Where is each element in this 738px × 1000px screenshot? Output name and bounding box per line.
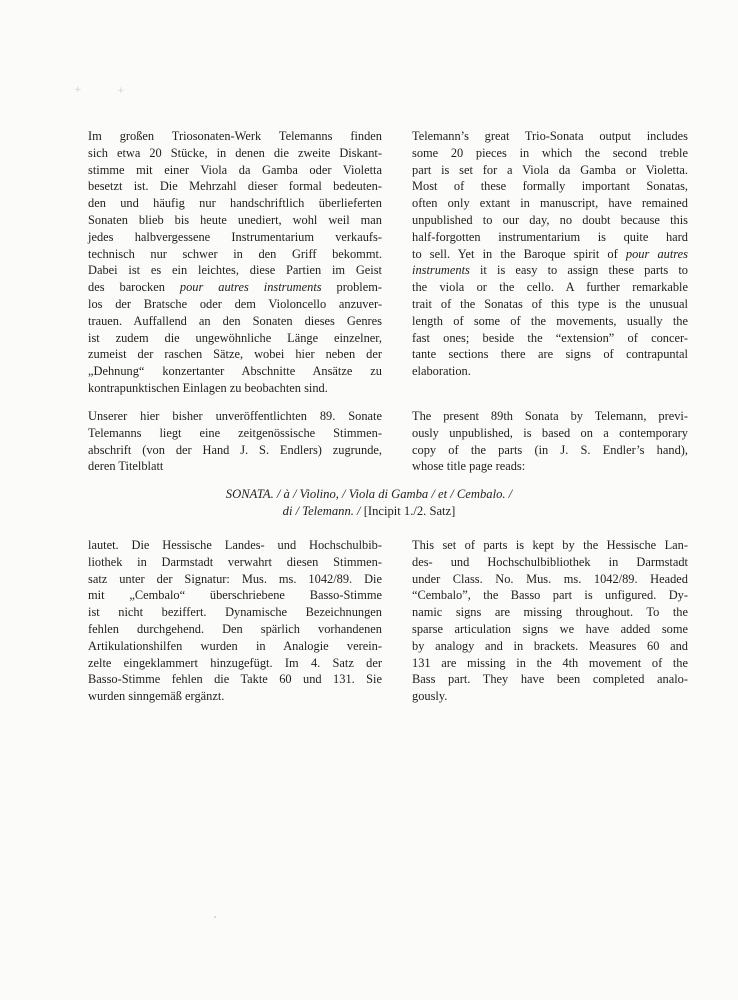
text-line: Most of these formally important Sonatas,: [412, 179, 688, 194]
text-line: satz unter der Signatur: Mus. ms. 1042/89. Die: [88, 571, 382, 586]
text-line: some 20 pieces in which the second treble: [412, 145, 688, 160]
text-line: di / Telemann. / [Incipit 1./2. Satz]: [282, 504, 456, 518]
registration-mark: +: [117, 86, 125, 96]
text-line: liothek in Darmstadt verwahrt diesen Stimmen-: [88, 554, 382, 569]
text-line: jedes halbvergessene Instrumentarium verkaufs-: [88, 229, 382, 244]
text-line: to sell. Yet in the Baroque spirit of pour autres: [412, 246, 688, 261]
text-line: instruments it is easy to assign these parts to: [412, 263, 688, 278]
text-line: „Dehnung“ konzertanter Abschnitte Ansätze zu: [88, 364, 382, 379]
text-line: besetzt ist. Die Mehrzahl dieser formal bedeuten-: [88, 179, 382, 194]
text-line: trait of the Sonatas of this type is the unusual: [412, 296, 688, 311]
text-line: “Cembalo”, the Basso part is unfigured. Dy-: [412, 588, 688, 603]
english-paragraph-1: [412, 128, 688, 380]
text-line: by analogy and in brackets. Measures 60 and: [412, 638, 688, 653]
text-line: abschrift (von der Hand J. S. Endlers) zugrunde,: [88, 442, 382, 457]
text-line: copy of the parts (in J. S. Endler’s hand),: [412, 442, 688, 457]
sonata-title-citation: [0, 486, 738, 520]
scan-speck: [214, 916, 216, 918]
text-line: Bass part. They have been completed analo-: [412, 672, 688, 687]
text-line: length of some of the movements, usually the: [412, 313, 688, 328]
text-line: lautet. Die Hessische Landes- und Hochschulbib-: [88, 538, 382, 552]
text-line: zelte eingeklammert hinzugefügt. Im 4. Satz der: [88, 655, 382, 670]
text-line: trauen. Auffallend an den Sonaten dieses Genres: [88, 313, 382, 328]
english-paragraph-3: [412, 537, 688, 705]
text-line: gously.: [412, 689, 448, 704]
text-line: whose title page reads:: [412, 459, 526, 474]
text-line: sparse articulation signs we have added some: [412, 621, 688, 636]
text-line: des- und Hochschulbibliothek in Darmstadt: [412, 554, 688, 569]
text-line: deren Titelblatt: [88, 459, 164, 474]
text-line: Sonaten blieb bis heute unediert, wohl weil man: [88, 212, 382, 227]
text-line: often only extant in manuscript, have remained: [412, 196, 688, 211]
text-line: part is set for a Viola da Gamba or Violetta.: [412, 162, 688, 177]
text-line: under Class. No. Mus. ms. 1042/89. Headed: [412, 571, 688, 586]
text-line: fast ones; beside the “extension” of concer-: [412, 330, 688, 345]
text-line: fehlen durchgehend. Den spärlich vorhandenen: [88, 621, 382, 636]
text-line: Basso-Stimme fehlen die Takte 60 und 131. Sie: [88, 672, 382, 687]
text-line: 131 are missing in the 4th movement of the: [412, 655, 688, 670]
german-paragraph-1: [88, 128, 382, 397]
text-line: ously unpublished, is based on a contemporary: [412, 425, 688, 440]
text-line: wurden sinngemäß ergänzt.: [88, 689, 225, 704]
text-line: namic signs are missing throughout. To the: [412, 605, 688, 620]
text-line: Dabei ist es ein leichtes, diese Partien im Geist: [88, 263, 382, 278]
text-line: unpublished to our day, no doubt because this: [412, 212, 688, 227]
text-line: the viola or the cello. A further remarkable: [412, 280, 688, 295]
text-line: kontrapunktischen Einlagen zu beobachten sind.: [88, 380, 328, 395]
text-line: ist nicht beziffert. Dynamische Bezeichnungen: [88, 605, 382, 620]
text-line: The present 89th Sonata by Telemann, previ-: [412, 409, 688, 423]
text-line: Telemann’s great Trio-Sonata output includes: [412, 129, 688, 143]
text-line: Unserer hier bisher unveröffentlichten 89. Sonate: [88, 409, 382, 423]
german-paragraph-2: [88, 408, 382, 475]
text-line: Telemanns liegt eine zeitgenössische Stimmen-: [88, 425, 382, 440]
text-line: SONATA. / à / Violino, / Viola di Gamba / et / Cembalo. /: [225, 487, 513, 501]
text-line: los der Bratsche oder dem Violoncello anzuver-: [88, 296, 382, 311]
registration-mark: +: [74, 85, 82, 95]
text-line: Artikulationshilfen wurden in Analogie verein-: [88, 638, 382, 653]
text-line: des barocken pour autres instruments problem-: [88, 280, 382, 295]
text-line: den und häufig nur handschriftlich überlieferten: [88, 196, 382, 211]
text-line: mit „Cembalo“ überschriebene Basso-Stimme: [88, 588, 382, 603]
text-line: sich etwa 20 Stücke, in denen die zweite Diskant-: [88, 145, 382, 160]
english-paragraph-2: [412, 408, 688, 475]
text-line: half-forgotten instrumentarium is quite hard: [412, 229, 688, 244]
text-line: This set of parts is kept by the Hessische Lan-: [412, 538, 688, 552]
text-line: stimme mit einer Viola da Gamba oder Violetta: [88, 162, 382, 177]
text-line: elaboration.: [412, 364, 471, 379]
text-line: tante sections there are signs of contrapuntal: [412, 347, 688, 362]
text-line: ist zudem die ungewöhnliche Länge einzelner,: [88, 330, 382, 345]
text-line: technisch nur schwer in den Griff bekommt.: [88, 246, 382, 261]
german-paragraph-3: [88, 537, 382, 705]
text-line: zumeist der raschen Sätze, wobei hier neben der: [88, 347, 382, 362]
text-line: Im großen Triosonaten-Werk Telemanns finden: [88, 129, 382, 143]
